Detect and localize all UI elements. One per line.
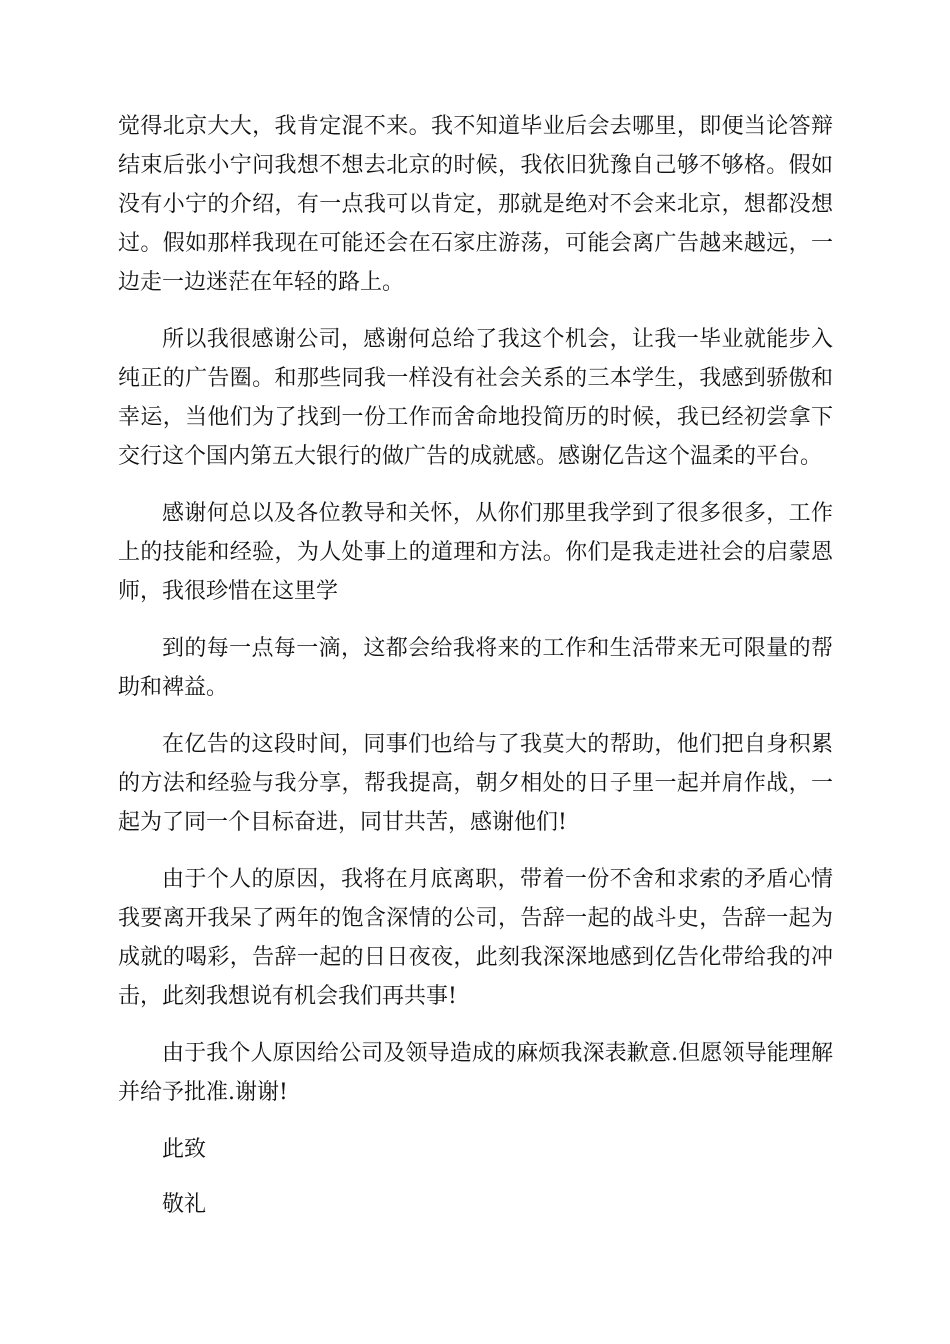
paragraph-2: 所以我很感谢公司，感谢何总给了我这个机会，让我一毕业就能步入纯正的广告圈。和那些同我一样没有社会关系的三本学生，我感到骄傲和幸运，当他们为了找到一份工作而舍命地投简历的时候，我已经初尝拿下交行这个国内第五大银行的做广告的成就感。感谢亿告这个温柔的平台。 <box>118 327 833 469</box>
closing-salutation: 此致 <box>162 1137 207 1162</box>
paragraph-5: 在亿告的这段时间，同事们也给与了我莫大的帮助，他们把自身积累的方法和经验与我分享，帮我提高，朝夕相处的日子里一起并肩作战，一起为了同一个目标奋进，同甘共苦，感谢他们! <box>118 732 833 835</box>
paragraph-7: 由于我个人原因给公司及领导造成的麻烦我深表歉意.但愿领导能理解并给予批准.谢谢! <box>118 1041 833 1105</box>
paragraph-4: 到的每一点每一滴，这都会给我将来的工作和生活带来无可限量的帮助和裨益。 <box>118 636 833 700</box>
closing-regards: 敬礼 <box>162 1192 207 1217</box>
letter-body <box>118 107 833 1240</box>
paragraph-1: 觉得北京大大，我肯定混不来。我不知道毕业后会去哪里，即便当论答辩结束后张小宁问我想不想去北京的时候，我依旧犹豫自己够不够格。假如没有小宁的介绍，有一点我可以肯定，那就是绝对不会来北京，想都没想过。假如那样我现在可能还会在石家庄游荡，可能会离广告越来越远，一边走一边迷茫在年轻的路上。 <box>118 114 833 295</box>
paragraph-6: 由于个人的原因，我将在月底离职，带着一份不舍和求索的矛盾心情我要离开我呆了两年的饱含深情的公司，告辞一起的战斗史，告辞一起为成就的喝彩，告辞一起的日日夜夜，此刻我深深地感到亿告化带给我的冲击，此刻我想说有机会我们再共事! <box>118 867 833 1009</box>
paragraph-3: 感谢何总以及各位教导和关怀，从你们那里我学到了很多很多，工作上的技能和经验，为人处事上的道理和方法。你们是我走进社会的启蒙恩师，我很珍惜在这里学 <box>118 501 833 604</box>
